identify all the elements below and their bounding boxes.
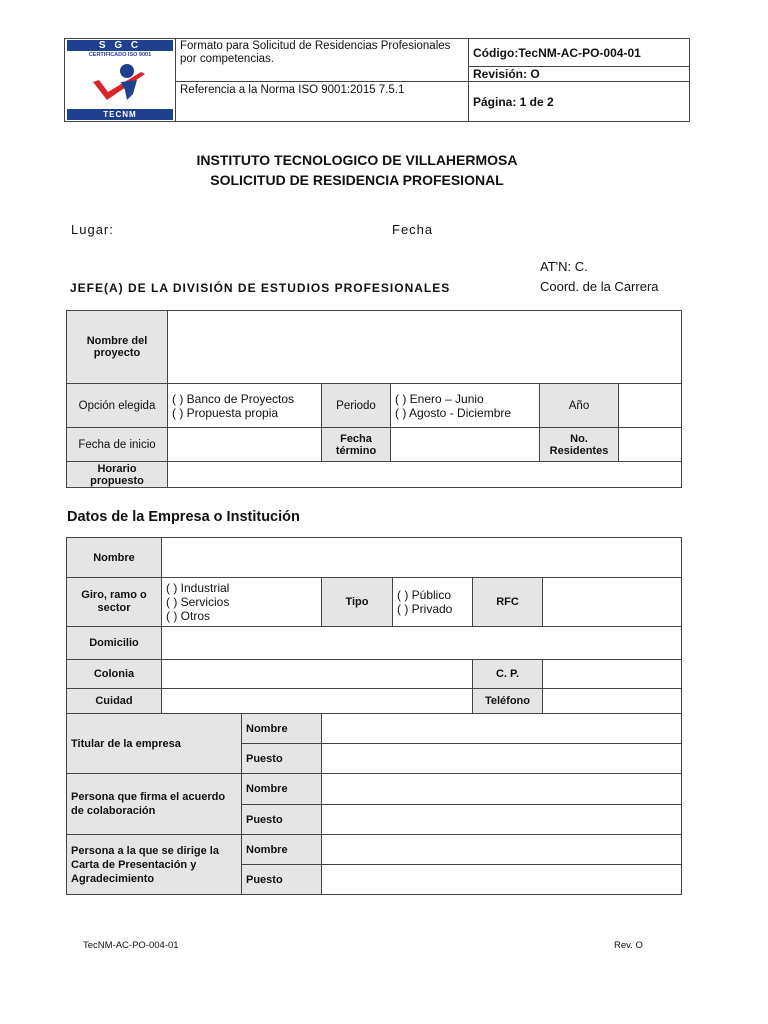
address-label: Domicilio xyxy=(67,627,162,660)
project-name-label: Nombre del proyecto xyxy=(67,311,168,384)
signer-name-label: Nombre xyxy=(242,774,322,805)
holder-position-label: Puesto xyxy=(242,744,322,774)
recipient-name-field[interactable] xyxy=(322,835,682,865)
option-own[interactable]: ( ) Propuesta propia xyxy=(172,405,279,420)
zip-field[interactable] xyxy=(543,660,682,689)
document-revision: Revisión: O xyxy=(469,67,690,82)
logo-top-text: S G C xyxy=(67,40,173,51)
start-date-label: Fecha de inicio xyxy=(67,428,168,462)
project-table xyxy=(66,310,682,488)
logo-cert-text: CERTIFICADO ISO 9001 xyxy=(88,52,152,58)
residents-label: No. Residentes xyxy=(540,428,619,462)
rfc-label: RFC xyxy=(473,578,543,627)
zip-label: C. P. xyxy=(473,660,543,689)
option-field[interactable] xyxy=(168,384,322,428)
city-field[interactable] xyxy=(162,689,473,714)
signer-name-field[interactable] xyxy=(322,774,682,805)
company-table xyxy=(66,537,682,895)
institute-title: INSTITUTO TECNOLOGICO DE VILLAHERMOSA xyxy=(196,152,518,168)
addressee-label: JEFE(A) DE LA DIVISIÓN DE ESTUDIOS PROFESIONALES xyxy=(70,281,451,295)
year-field[interactable] xyxy=(619,384,682,428)
checkmark-person-icon xyxy=(85,60,155,106)
norm-reference: Referencia a la Norma ISO 9001:2015 7.5.1 xyxy=(176,82,469,122)
company-name-label: Nombre xyxy=(67,538,162,578)
signer-label: Persona que firma el acuerdo de colaboración xyxy=(67,774,242,835)
period-field[interactable] xyxy=(391,384,540,428)
rfc-field[interactable] xyxy=(543,578,682,627)
holder-name-field[interactable] xyxy=(322,714,682,744)
recipient-name-label: Nombre xyxy=(242,835,322,865)
colony-field[interactable] xyxy=(162,660,473,689)
sector-services[interactable]: ( ) Servicios xyxy=(166,595,230,609)
recipient-position-field[interactable] xyxy=(322,865,682,895)
document-code: Código:TecNM-AC-PO-004-01 xyxy=(469,39,690,67)
company-section-title: Datos de la Empresa o Institución xyxy=(67,509,300,525)
type-public[interactable]: ( ) Público xyxy=(397,588,452,602)
recipient-position-label: Puesto xyxy=(242,865,322,895)
residents-field[interactable] xyxy=(619,428,682,462)
year-label: Año xyxy=(540,384,619,428)
document-header xyxy=(64,38,690,122)
period-aug-dec[interactable]: ( ) Agosto - Diciembre xyxy=(395,405,512,420)
place-label: Lugar: xyxy=(71,222,114,237)
recipient-label: Persona a la que se dirige la Carta de Presentación y Agradecimiento xyxy=(67,835,242,895)
footer-revision: Rev. O xyxy=(614,940,643,951)
end-date-field[interactable] xyxy=(391,428,540,462)
page-number: Página: 1 de 2 xyxy=(469,82,690,122)
project-name-field[interactable] xyxy=(168,311,682,384)
sgc-logo xyxy=(65,39,175,121)
signer-position-label: Puesto xyxy=(242,805,322,835)
type-private[interactable]: ( ) Privado xyxy=(397,602,453,616)
option-label: Opción elegida xyxy=(67,384,168,428)
form-title: SOLICITUD DE RESIDENCIA PROFESIONAL xyxy=(210,172,504,188)
city-label: Cuidad xyxy=(67,689,162,714)
coordinator-label: Coord. de la Carrera xyxy=(540,279,659,294)
type-field[interactable] xyxy=(393,578,473,627)
date-label: Fecha xyxy=(392,222,434,237)
signer-position-field[interactable] xyxy=(322,805,682,835)
schedule-label: Horario propuesto xyxy=(67,462,168,488)
address-field[interactable] xyxy=(162,627,682,660)
colony-label: Colonia xyxy=(67,660,162,689)
phone-field[interactable] xyxy=(543,689,682,714)
format-title: Formato para Solicitud de Residencias Profesionales por competencias. xyxy=(176,39,469,82)
company-name-field[interactable] xyxy=(162,538,682,578)
atn-label: AT'N: C. xyxy=(540,259,588,274)
phone-label: Teléfono xyxy=(473,689,543,714)
type-label: Tipo xyxy=(322,578,393,627)
start-date-field[interactable] xyxy=(168,428,322,462)
sector-label: Giro, ramo o sector xyxy=(67,578,162,627)
footer-code: TecNM-AC-PO-004-01 xyxy=(83,940,179,951)
option-bank[interactable]: ( ) Banco de Proyectos xyxy=(172,391,295,406)
holder-position-field[interactable] xyxy=(322,744,682,774)
sector-other[interactable]: ( ) Otros xyxy=(166,609,210,623)
holder-label: Titular de la empresa xyxy=(67,714,242,774)
sector-industrial[interactable]: ( ) Industrial xyxy=(166,581,230,595)
period-jan-jun[interactable]: ( ) Enero – Junio xyxy=(395,391,484,406)
end-date-label: Fecha término xyxy=(322,428,391,462)
period-label: Periodo xyxy=(322,384,391,428)
holder-name-label: Nombre xyxy=(242,714,322,744)
logo-bottom-text: TECNM xyxy=(67,109,173,120)
logo-cell xyxy=(65,39,176,122)
schedule-field[interactable] xyxy=(168,462,682,488)
sector-field[interactable] xyxy=(162,578,322,627)
